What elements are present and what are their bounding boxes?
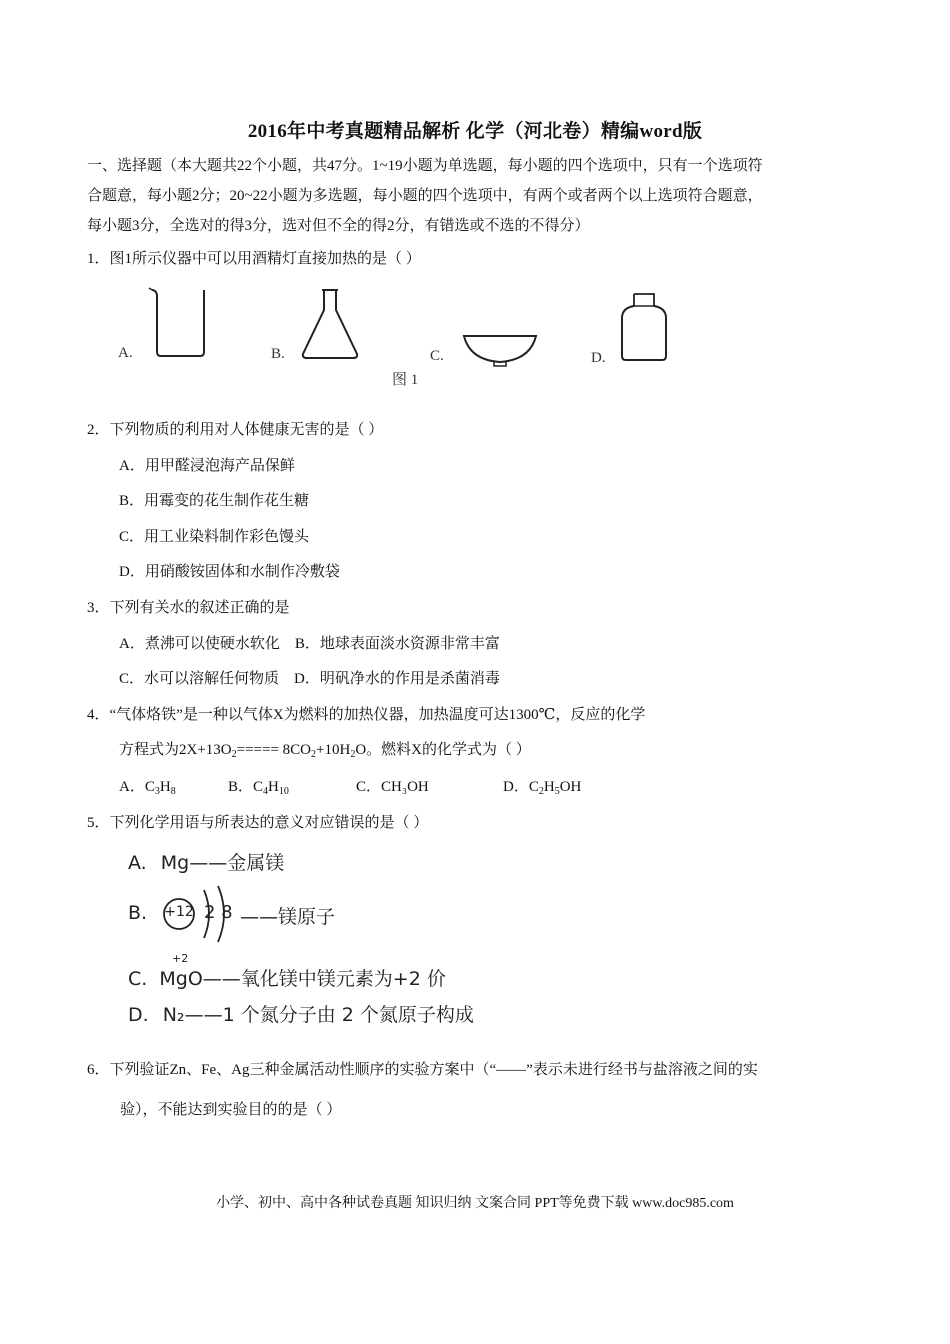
q4-option-a-sub-1: 3 [154, 786, 160, 797]
conical-flask-icon [300, 288, 360, 362]
q2-option-b: B．用霉变的花生制作花生糖 [119, 493, 310, 509]
section-intro-line-3: 每小题3分，全选对的得3分，选对但不全的得2分，有错选或不选的不得分） [87, 218, 590, 234]
q4-option-d-sub-1: 2 [538, 786, 544, 797]
q1-stem: 1．图1所示仪器中可以用酒精灯直接加热的是（ ） [87, 251, 421, 267]
q1-fig-caption: 图 1 [392, 372, 419, 388]
q5-option-d-formula: N₂ [162, 1004, 185, 1026]
q5-stem: 5．下列化学用语与所表达的意义对应错误的是（ ） [87, 815, 429, 831]
q4-eq-mid: ===== 8CO [236, 742, 312, 758]
q5-option-c-charge: +2 [172, 952, 189, 965]
q5-option-d-label: D. [128, 1004, 149, 1026]
q2-option-a: A．用甲醛浸泡海产品保鲜 [119, 458, 295, 474]
q5-option-a-symbol: Mg [160, 852, 190, 874]
q4-eq-suffix: O。燃料X的化学式为（ ） [355, 742, 531, 758]
q5-option-a-dash: —— [189, 852, 228, 874]
q4-option-d [503, 777, 581, 797]
q4-option-a [119, 777, 176, 797]
q1-fig-label-a: A. [118, 345, 133, 361]
q5-option-b-dash: —— [240, 906, 278, 928]
q4-equation-line [119, 740, 531, 760]
q5-option-d-dash: —— [184, 1004, 223, 1026]
q4-option-a-label: A．C [119, 779, 155, 795]
q5-option-b-label: B. [128, 902, 148, 924]
q1-fig-label-c: C. [430, 348, 444, 364]
q4-eq-sub-1: 2 [231, 749, 237, 760]
q5-option-c-dash: —— [202, 968, 241, 990]
page-footer: 小学、初中、高中各种试卷真题 知识归纳 文案合同 PPT等免费下载 www.doc985.com [216, 1196, 734, 1211]
q5-option-b-text [240, 902, 335, 929]
q6-line-1: 6．下列验证Zn、Fe、Ag三种金属活动性顺序的实验方案中（“——”表示未进行经书与盐溶液之间的实 [87, 1062, 758, 1078]
q4-option-b-sub-1: 4 [263, 786, 269, 797]
q4-option-b-label: B．C [228, 779, 264, 795]
q4-option-c: C．CH₃OH [356, 779, 429, 795]
q4-option-a-mid: H [159, 779, 171, 795]
q5-option-b-shells: 2 8 [204, 902, 233, 923]
q4-option-d-sub-2: 5 [554, 786, 560, 797]
q4-option-b-sub-2: 10 [278, 786, 289, 797]
section-intro-line-1: 一、选择题（本大题共22个小题，共47分。1~19小题为单选题，每小题的四个选项中，只有一个选项符 [87, 158, 763, 174]
evaporating-dish-icon [460, 326, 540, 370]
q4-stem-line-1: 4．“气体烙铁”是一种以气体X为燃料的加热仪器，加热温度可达1300℃，反应的化学 [87, 707, 646, 723]
q4-option-d-label: D．C [503, 779, 539, 795]
page-title: 2016年中考真题精品解析 化学（河北卷）精编word版 [247, 121, 703, 142]
q1-fig-label-d: D. [591, 350, 606, 366]
q3-options-row-1: A．煮沸可以使硬水软化 B．地球表面淡水资源非常丰富 [119, 636, 500, 652]
q4-eq-mid-2: +10H [316, 742, 351, 758]
q4-eq-sub-3: 2 [350, 749, 356, 760]
q2-stem: 2．下列物质的利用对人体健康无害的是（ ） [87, 422, 384, 438]
q4-option-b [228, 777, 289, 797]
q4-eq-sub-2: 2 [311, 749, 317, 760]
q4-option-b-mid: H [268, 779, 279, 795]
q2-option-d: D．用硝酸铵固体和水制作冷敷袋 [119, 564, 340, 580]
section-intro-line-2: 合题意，每小题2分；20~22小题为多选题，每小题的四个选项中，有两个或者两个以上选项符合题意， [87, 188, 763, 204]
q4-eq-prefix: 方程式为2X+13O [119, 742, 232, 758]
q2-option-c: C．用工业染料制作彩色馒头 [119, 529, 310, 545]
q4-option-d-end: OH [559, 779, 582, 795]
q5-option-d-meaning: 1 个氮分子由 2 个氮原子构成 [222, 1004, 474, 1026]
q4-option-d-mid: H [543, 779, 555, 795]
q5-option-c-meaning: 氧化镁中镁元素为+2 价 [240, 968, 446, 990]
beaker-icon [148, 286, 212, 360]
q5-option-a-label: A. [128, 852, 147, 874]
q5-option-a [128, 848, 284, 875]
q5-option-c-label: C. [128, 968, 148, 990]
q3-options-row-2: C．水可以溶解任何物质 D．明矾净水的作用是杀菌消毒 [119, 671, 500, 687]
q4-option-a-sub-2: 8 [170, 786, 176, 797]
q3-stem: 3．下列有关水的叙述正确的是 [87, 600, 290, 616]
q1-fig-label-b: B. [271, 346, 285, 362]
reagent-bottle-icon [618, 292, 670, 364]
q5-option-c [128, 964, 446, 991]
q5-option-a-meaning: 金属镁 [227, 852, 285, 874]
q5-option-b-nucleus: +12 [164, 904, 194, 920]
q6-line-2: 验），不能达到实验目的的是（ ） [120, 1102, 342, 1118]
q5-option-d [128, 1000, 474, 1027]
q5-option-c-formula: MgO [159, 968, 203, 990]
q5-option-b-meaning: 镁原子 [278, 906, 336, 928]
